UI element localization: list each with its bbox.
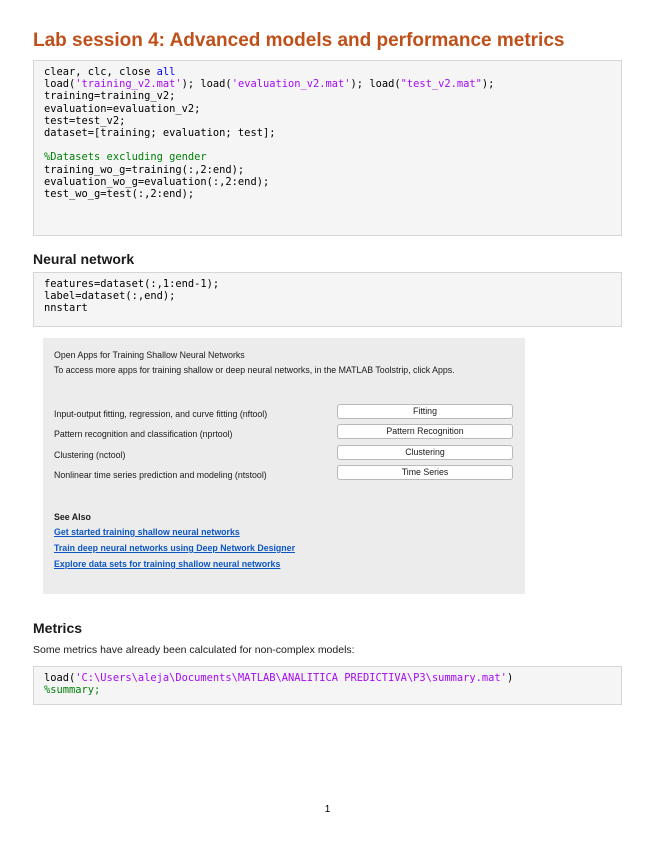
code-string: "test_v2.mat" (400, 78, 482, 91)
link-explore-data-sets[interactable]: Explore data sets for training shallow neural networks (54, 559, 281, 569)
code-token: features=dataset(:,1:end-1); (44, 278, 220, 290)
code-token: label=dataset(:,end); (44, 290, 176, 303)
code-token: ); load( (181, 78, 232, 91)
link-deep-network-designer[interactable]: Train deep neural networks using Deep Network Designer (54, 543, 295, 553)
metrics-paragraph: Some metrics have already been calculated for non-complex models: (33, 644, 355, 656)
code-token: ) (506, 672, 514, 684)
row-label-fitting: Input-output fitting, regression, and curve fitting (nftool) (54, 409, 268, 419)
page-number: 1 (324, 804, 331, 815)
code-token: nnstart (44, 302, 88, 315)
code-line (44, 290, 621, 302)
code-line (44, 139, 621, 151)
code-line (44, 188, 621, 200)
pattern-recognition-button[interactable]: Pattern Recognition (337, 424, 513, 439)
code-token: training_wo_g=training(:,2:end); (44, 163, 245, 176)
code-line (44, 278, 621, 290)
code-token: load( (44, 672, 76, 684)
code-line (44, 176, 621, 188)
row-label-clustering: Clustering (nctool) (54, 450, 126, 460)
clustering-button[interactable]: Clustering (337, 445, 513, 460)
code-line (44, 90, 621, 102)
code-keyword: all (156, 66, 176, 78)
nnstart-app-panel (43, 338, 525, 594)
app-subheading: To access more apps for training shallow or deep neural networks, in the MATLAB Toolstrip, click Apps. (54, 365, 455, 375)
section-heading-metrics: Metrics (33, 620, 83, 636)
code-block-setup[interactable] (33, 60, 622, 236)
see-also-heading: See Also (54, 512, 91, 522)
code-line (44, 127, 621, 139)
code-line (44, 66, 621, 78)
code-token: test=test_v2; (44, 114, 126, 127)
code-line (44, 78, 621, 90)
app-heading: Open Apps for Training Shallow Neural Networks (54, 350, 245, 360)
code-token: training=training_v2; (44, 90, 176, 103)
code-token: evaluation_wo_g=evaluation(:,2:end); (44, 175, 270, 188)
code-line (44, 684, 621, 696)
code-comment: %summary; (44, 684, 101, 697)
code-block-neural-network[interactable] (33, 272, 622, 327)
code-string: 'C:\Users\aleja\Documents\MATLAB\ANALITICA PREDICTIVA\P3\summary.mat' (75, 672, 507, 684)
code-line (44, 151, 621, 163)
code-line (44, 103, 621, 115)
code-token: ); load( (350, 78, 401, 91)
code-block-metrics[interactable] (33, 666, 622, 705)
code-token: ); (481, 78, 495, 91)
code-token: load( (44, 78, 76, 91)
code-string: 'evaluation_v2.mat' (231, 78, 351, 91)
page-title: Lab session 4: Advanced models and performance metrics (33, 30, 565, 51)
time-series-button[interactable]: Time Series (337, 465, 513, 480)
code-token: dataset=[training; evaluation; test]; (44, 127, 276, 140)
row-label-pattern-recognition: Pattern recognition and classification (nprtool) (54, 429, 233, 439)
code-token: evaluation=evaluation_v2; (44, 102, 201, 115)
link-get-started[interactable]: Get started training shallow neural networks (54, 527, 240, 537)
code-line (44, 115, 621, 127)
code-line (44, 302, 621, 314)
row-label-time-series: Nonlinear time series prediction and modeling (ntstool) (54, 470, 267, 480)
code-token: test_wo_g=test(:,2:end); (44, 188, 195, 201)
code-line (44, 164, 621, 176)
fitting-button[interactable]: Fitting (337, 404, 513, 419)
code-comment: %Datasets excluding gender (44, 151, 207, 164)
code-token: clear, clc, close (44, 66, 157, 78)
code-line (44, 672, 621, 684)
section-heading-neural-network: Neural network (33, 251, 135, 267)
code-string: 'training_v2.mat' (75, 78, 182, 91)
